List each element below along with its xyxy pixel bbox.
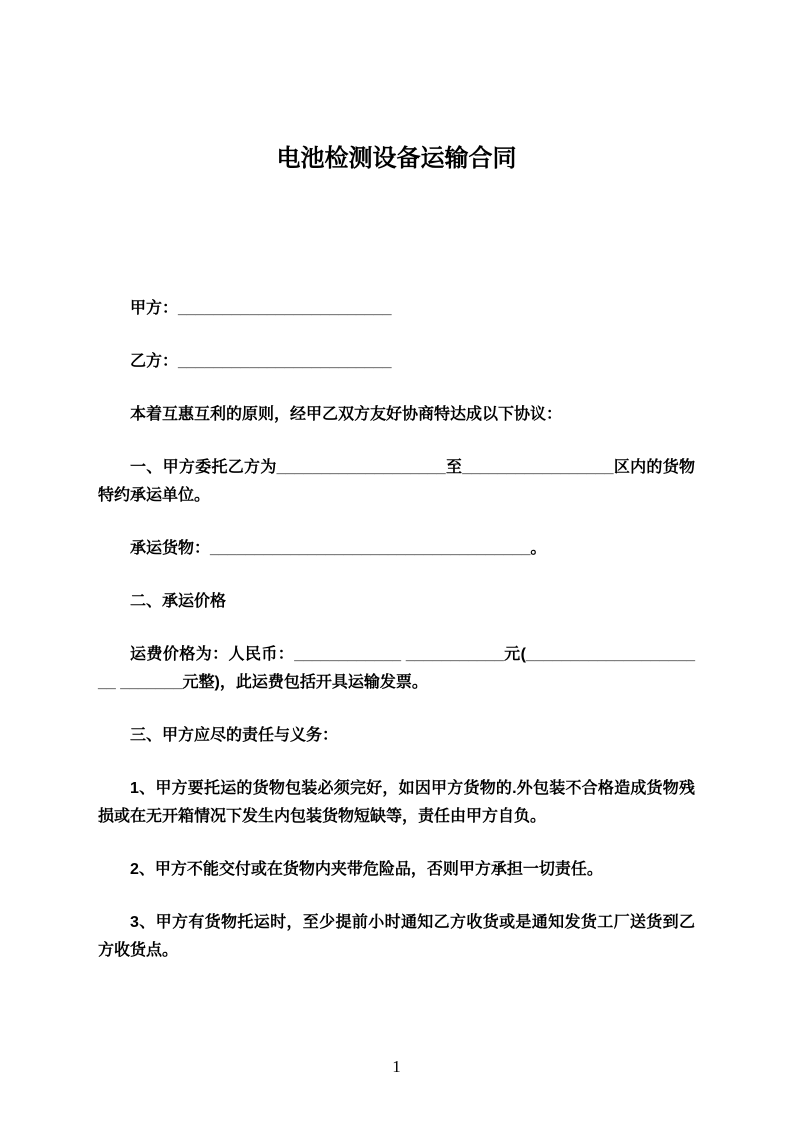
paragraph: 1、甲方要托运的货物包装必须完好，如因甲方货物的.外包装不合格造成货物残损或在无开箱情况下发生内包装货物短缺等，责任由甲方自负。 [98,780,695,825]
document-body [98,295,695,965]
page-number: 1 [392,1057,401,1076]
paragraph: 2、甲方不能交付或在货物内夹带危险品，否则甲方承担一切责任。 [130,861,603,878]
paragraph: 甲方：________________________ [130,300,392,317]
paragraph: 运费价格为：人民币：____________ ___________元(_____________________ _______元整)，此运费包括开具运输发票。 [98,646,695,691]
paragraph: 三、甲方应尽的责任与义务： [130,727,339,744]
paragraph: 乙方：________________________ [130,353,392,370]
document-title: 电池检测设备运输合同 [276,145,517,172]
paragraph: 二、承运价格 [130,593,227,610]
paragraph: 本着互惠互利的原则，经甲乙双方友好协商特达成以下协议： [130,406,563,423]
paragraph: 3、甲方有货物托运时，至少提前小时通知乙方收货或是通知发货工厂送货到乙方收货点。 [98,914,695,959]
paragraph: 一、甲方委托乙方为___________________至_________________区内的货物特约承运单位。 [98,459,695,504]
paragraph: 承运货物：____________________________________。 [130,540,547,557]
